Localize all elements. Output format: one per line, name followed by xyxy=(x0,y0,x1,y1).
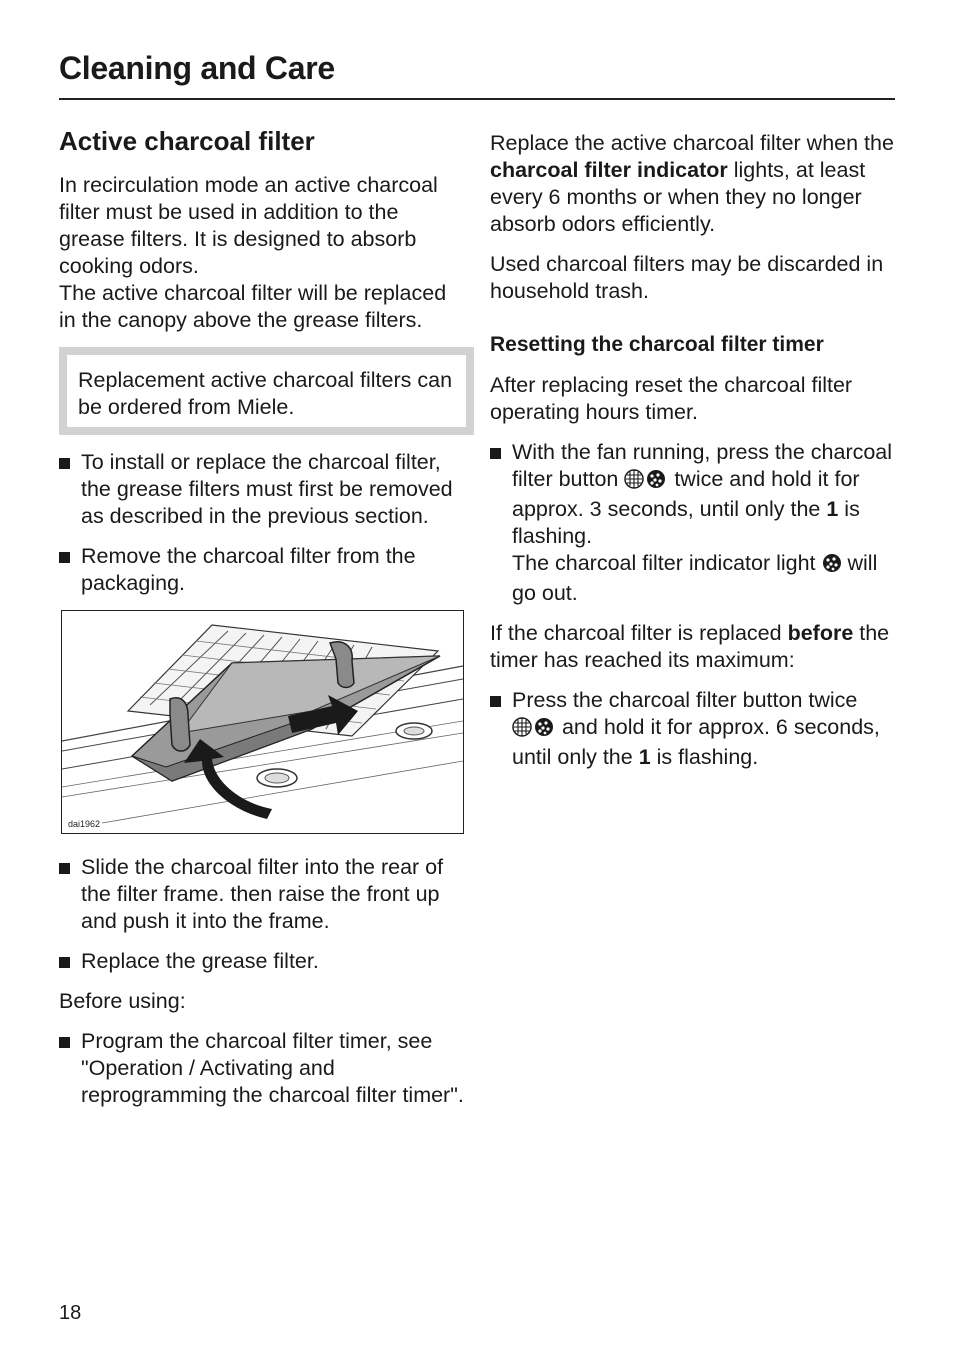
list-item xyxy=(59,1028,464,1109)
reset-steps xyxy=(490,439,900,607)
bullet-square-icon xyxy=(59,1037,70,1048)
note-text: Replacement active charcoal filters can be ordered from Miele. xyxy=(78,368,453,419)
install-steps xyxy=(59,449,464,597)
charcoal-filter-button-icon xyxy=(512,717,556,744)
text-run: If the charcoal filter is replaced xyxy=(490,621,788,645)
list-item-text: Remove the charcoal filter from the packaging. xyxy=(81,544,416,595)
bullet-square-icon xyxy=(59,552,70,563)
list-item-text: Replace the grease filter. xyxy=(81,949,319,973)
text-run: will go out. xyxy=(512,551,878,605)
charcoal-filter-button-icon xyxy=(624,469,668,496)
right-column xyxy=(490,130,900,784)
text-run: The charcoal filter indicator light xyxy=(512,551,822,575)
list-item-text: Program the charcoal filter timer, see "Operation / Activating and reprogramming the charcoal filter timer". xyxy=(81,1029,464,1107)
disposal-paragraph: Used charcoal filters may be discarded in household trash. xyxy=(490,252,884,303)
subsection-heading: Resetting the charcoal filter timer xyxy=(490,333,824,356)
bullet-square-icon xyxy=(59,458,70,469)
figure-code: dai1962 xyxy=(68,819,101,829)
list-item xyxy=(59,543,464,597)
reset-intro: After replacing reset the charcoal filter operating hours timer. xyxy=(490,373,853,424)
emphasis-text: charcoal filter indicator xyxy=(490,158,728,182)
intro-line-1: In recirculation mode an active charcoal filter must be used in addition to the grease filters. It is designed to absorb cooking odors. xyxy=(59,173,438,278)
text-run: is flashing. xyxy=(512,497,860,548)
list-item xyxy=(59,449,464,530)
list-item-text: Slide the charcoal filter into the rear of the filter frame. then raise the front up and push it into the frame. xyxy=(81,855,444,933)
filter-installation-illustration xyxy=(61,610,464,834)
list-item xyxy=(490,439,900,607)
bullet-square-icon xyxy=(490,448,501,459)
before-max-paragraph xyxy=(490,620,900,674)
intro-line-2: The active charcoal filter will be replaced in the canopy above the grease filters. xyxy=(59,281,447,332)
replace-paragraph xyxy=(490,130,900,238)
text-run: Press the charcoal filter button twice xyxy=(512,688,858,712)
before-using-label: Before using: xyxy=(59,989,186,1013)
section-title: Active charcoal filter xyxy=(59,126,315,156)
list-item xyxy=(59,948,464,975)
note-box xyxy=(59,347,474,435)
list-item xyxy=(59,854,464,935)
emphasis-text: 1 xyxy=(826,497,839,521)
before-using-steps xyxy=(59,1028,464,1109)
text-run: lights, at least every 6 months or when they no longer absorb odors efficiently. xyxy=(490,158,866,236)
insert-steps xyxy=(59,854,464,975)
emphasis-text: 1 xyxy=(638,745,651,769)
page-number: 18 xyxy=(59,1302,82,1324)
bullet-square-icon xyxy=(59,863,70,874)
charcoal-filter-indicator-icon xyxy=(822,553,842,580)
intro-text xyxy=(59,172,464,334)
list-item-text: To install or replace the charcoal filter, the grease filters must first be removed as described in the previous section. xyxy=(81,450,453,528)
text-run: the timer has reached its maximum: xyxy=(490,621,890,672)
header-rule xyxy=(59,98,895,100)
text-run: is flashing. xyxy=(650,745,759,769)
illustration-drawing xyxy=(62,611,463,833)
text-run: and hold it for approx. 6 seconds, until only the xyxy=(512,715,880,769)
emphasis-text: before xyxy=(787,621,854,645)
bullet-square-icon xyxy=(490,696,501,707)
text-run: Replace the active charcoal filter when the xyxy=(490,131,894,155)
bullet-square-icon xyxy=(59,957,70,968)
page-title: Cleaning and Care xyxy=(59,50,335,86)
list-item xyxy=(490,687,900,771)
left-column xyxy=(59,124,464,1122)
early-reset-steps xyxy=(490,687,900,771)
text-run: twice and hold it for approx. 3 seconds, until only the xyxy=(512,467,860,521)
text-run: With the fan running, press the charcoal filter button xyxy=(512,440,893,491)
